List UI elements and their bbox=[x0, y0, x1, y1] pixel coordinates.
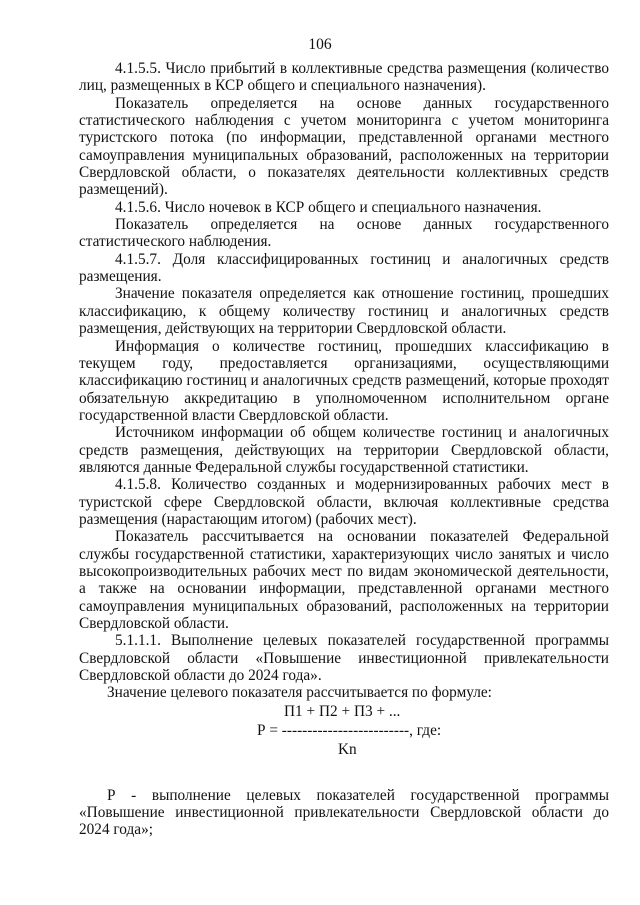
paragraph-4-1-5-6-method: Показатель определяется на основе данных государственного статистического наблюдения. bbox=[79, 216, 609, 251]
paragraph-4-1-5-5-method: Показатель определяется на основе данных государственного статистического наблюдения с учетом мониторинга с учетом мониторинга туристского потока (по информации, представленной органами местного самоуправления муниципальных образований, расположенных на территории Свердловской области, о показателях деятельности коллективных средств размещений). bbox=[79, 94, 609, 199]
formula-denominator: Kn bbox=[338, 740, 357, 758]
paragraph-4-1-5-5: 4.1.5.5. Число прибытий в коллективные средства размещения (количество лиц, размещенных в КСР общего и специального назначения). bbox=[79, 60, 609, 95]
formula-intro: Значение целевого показателя рассчитывается по формуле: bbox=[107, 684, 492, 702]
formula-numerator: П1 + П2 + П3 + ... bbox=[284, 702, 401, 720]
formula bbox=[79, 703, 609, 765]
paragraph-5-1-1-1: 5.1.1.1. Выполнение целевых показателей государственной программы Свердловской области «Повышение инвестиционной привлекательности Свердловской области до 2024 года». bbox=[79, 632, 609, 685]
document-body bbox=[79, 60, 609, 839]
paragraph-4-1-5-7-method: Значение показателя определяется как отношение гостиниц, прошедших классификацию, к общему количеству гостиниц и аналогичных средств размещения, действующих на территории Свердловской области. bbox=[79, 285, 609, 338]
paragraph-4-1-5-8-method: Показатель рассчитывается на основании показателей Федеральной службы государственной статистики, характеризующих число занятых и число высокопроизводительных рабочих мест по видам экономической деятельности, а также на основании информации, представленной органами местного самоуправления муниципальных образований, расположенных на территории Свердловской области. bbox=[79, 528, 609, 632]
paragraph-4-1-5-7-statistics: Источником информации об общем количестве гостиниц и аналогичных средств размещения, действующих на территории Свердловской области, являются данные Федеральной службы государственной статистики. bbox=[79, 424, 609, 476]
paragraph-4-1-5-7: 4.1.5.7. Доля классифицированных гостиниц и аналогичных средств размещения. bbox=[79, 250, 609, 286]
paragraph-4-1-5-7-source: Информация о количестве гостиниц, прошедших классификацию в текущем году, предоставляется организациями, осуществляющими классификацию гостиниц и аналогичных средств размещений, которые проходят обязательную аккредитацию в уполномоченном исполнительном органе государственной власти Свердловской области. bbox=[79, 337, 609, 424]
paragraph-4-1-5-6: 4.1.5.6. Число ночевок в КСР общего и специального назначения. bbox=[115, 198, 542, 216]
formula-equals-line: Р = -------------------------, где: bbox=[257, 721, 442, 739]
page-number: 106 bbox=[308, 36, 332, 53]
paragraph-4-1-5-8: 4.1.5.8. Количество созданных и модернизированных рабочих мест в туристской сфере Свердловской области, включая коллективные средства размещения (нарастающим итогом) (рабочих мест). bbox=[79, 476, 609, 528]
formula-definition: Р - выполнение целевых показателей государственной программы «Повышение инвестиционной привлекательности Свердловской области до 2024 года»; bbox=[79, 786, 609, 839]
